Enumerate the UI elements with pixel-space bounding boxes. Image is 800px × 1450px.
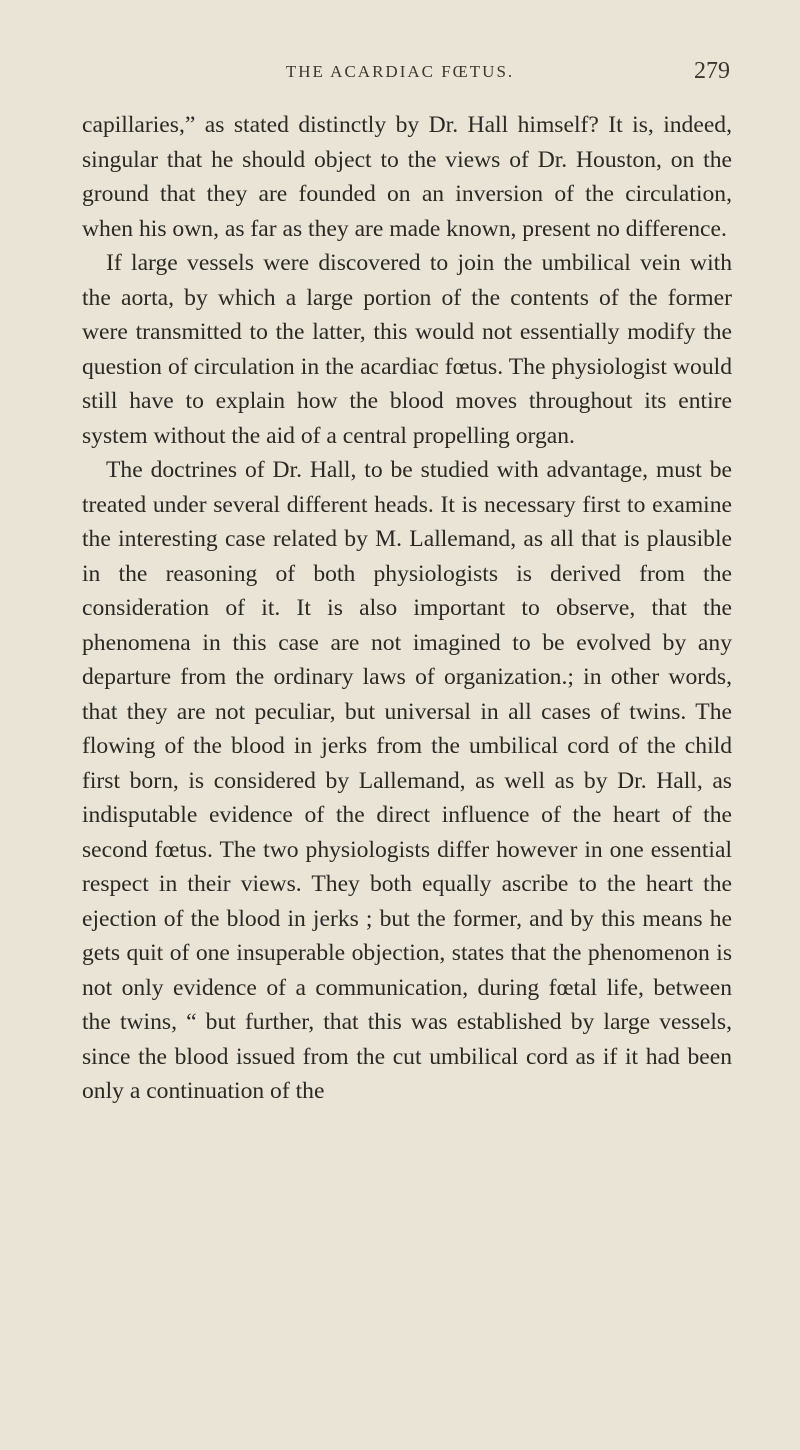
running-title: THE ACARDIAC FŒTUS.: [285, 62, 515, 81]
paragraph-1: capillaries,” as stated distinctly by Dr. Hall himself? It is, indeed, singular that he should object to the views of Dr. Houston, on the ground that they are founded on an inversion of the circulation, when his own, as far as they are made known, present no difference.: [82, 112, 732, 242]
paragraph-3: The doctrines of Dr. Hall, to be studied with advantage, must be treated under several different heads. It is necessary first to examine the interesting case related by M. Lallemand, as all that is plausible in the reasoning of both physiologists is derived from the consideration of it. It is also important to observe, that the phenomena in this case are not imagined to be evolved by any departure from the ordinary laws of organization.; in other words, that they are not peculiar, but universal in all cases of twins. The flowing of the blood in jerks from the umbilical cord of the child first born, is considered by Lallemand, as well as by Dr. Hall, as indisputable evidence of the direct influence of the heart of the second fœtus. The two physiologists differ however in one essential respect in their views. They both equally ascribe to the heart the ejection of the blood in jerks ; but the former, and by this means he gets quit of one insuperable objection, states that the phenomenon is not only evidence of a communication, during fœtal life, between the twins, “ but further, that this was established by large vessels, since the blood issued from the cut umbilical cord as if it had been only a continuation of the: [82, 457, 732, 1104]
page-number: 279: [694, 58, 730, 84]
paragraph-2: If large vessels were discovered to join the umbilical vein with the aorta, by which a large portion of the contents of the former were transmitted to the latter, this would not essentially modify the question of circulation in the acardiac fœtus. The physiologist would still have to explain how the blood moves throughout its entire system without the aid of a central propelling organ.: [82, 250, 732, 449]
running-head: [70, 58, 730, 92]
body-text: [82, 108, 732, 1109]
